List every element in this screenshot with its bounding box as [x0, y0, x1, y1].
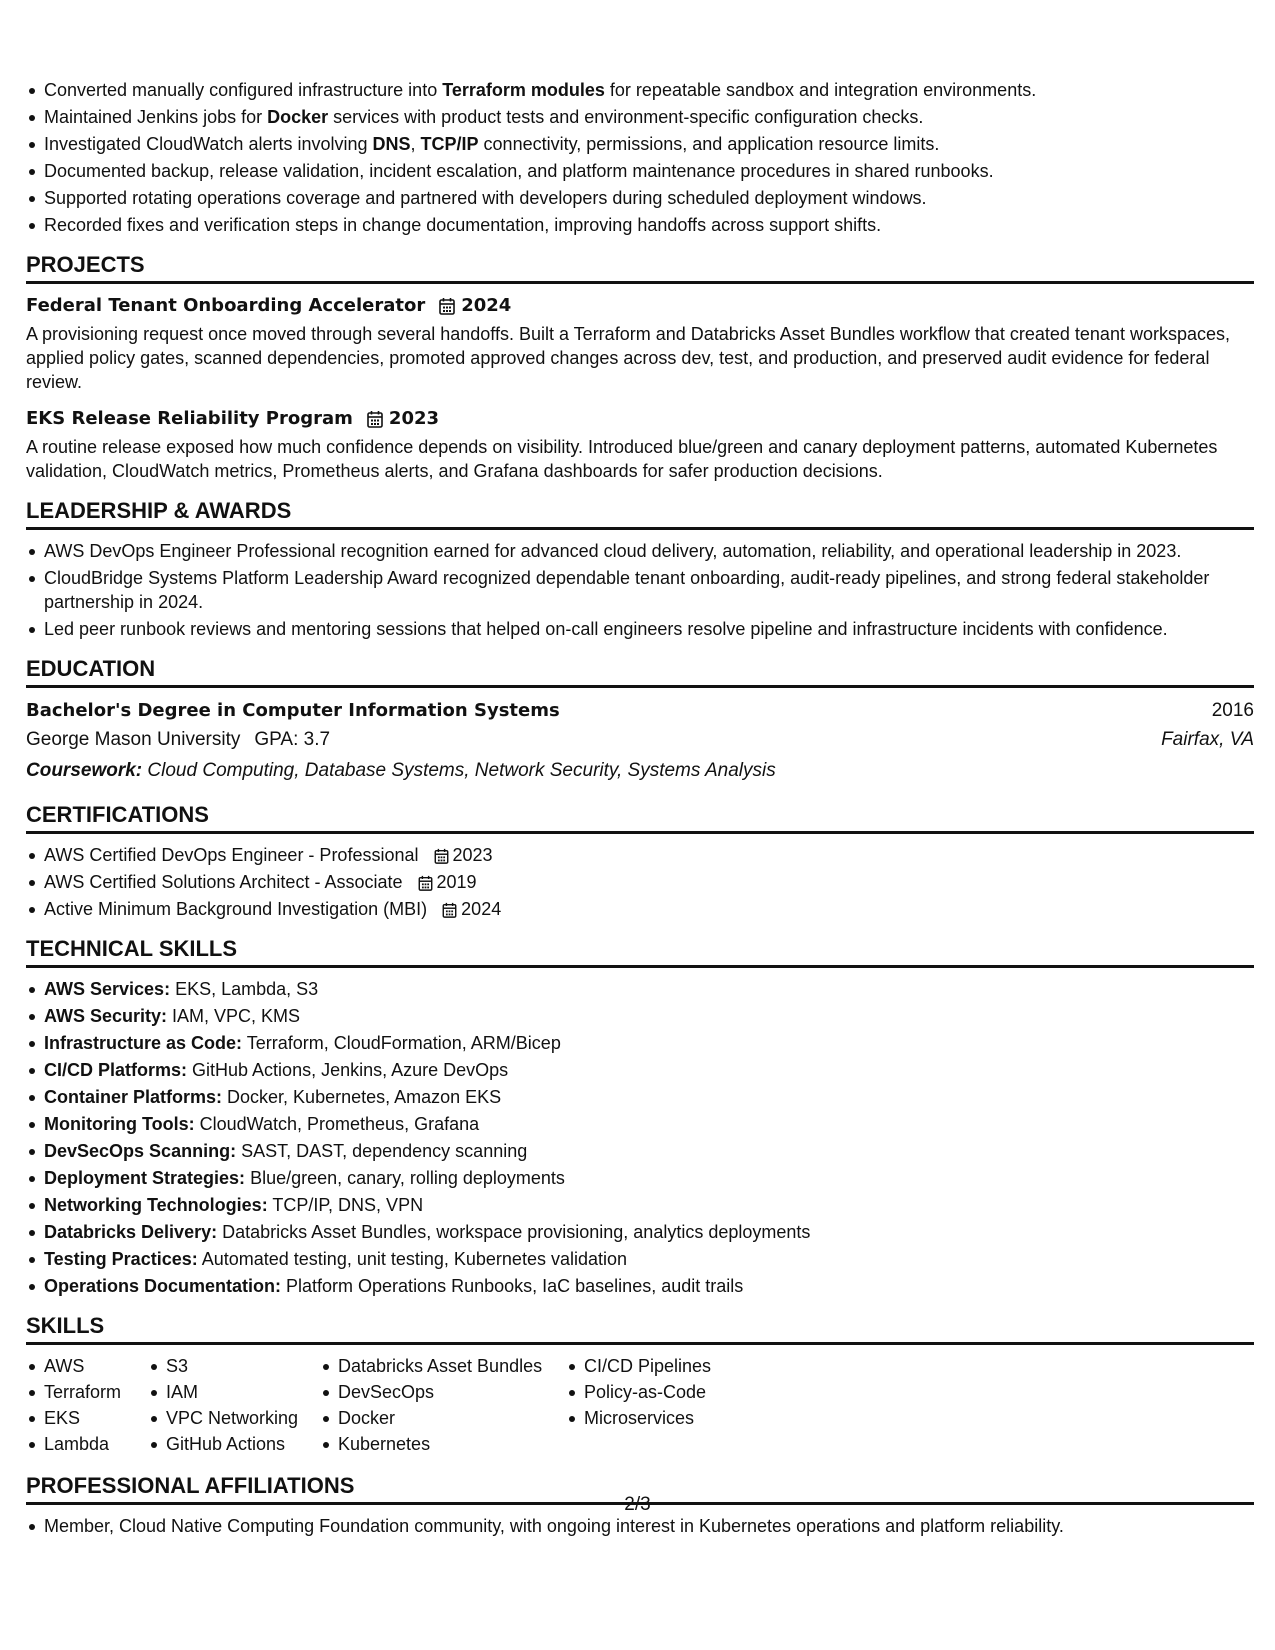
certification-name: AWS Certified Solutions Architect - Associate: [44, 872, 403, 892]
certification-year: 2023: [452, 845, 493, 865]
list-item: CloudBridge Systems Platform Leadership Award recognized dependable tenant onboarding, audit-ready pipelines, and strong federal stakeholder partnership in 2024.: [26, 566, 1254, 614]
skill-item: AWS: [26, 1354, 148, 1378]
section-title-technical-skills: TECHNICAL SKILLS: [26, 935, 1254, 968]
coursework-list: Cloud Computing, Database Systems, Network Security, Systems Analysis: [142, 760, 776, 781]
education-section: [26, 655, 1254, 787]
technical-skill-item: AWS Services: EKS, Lambda, S3: [26, 977, 1254, 1001]
leadership-section: [26, 497, 1254, 641]
list-item: Member, Cloud Native Computing Foundation community, with ongoing interest in Kubernetes operations and platform reliability.: [26, 1514, 1254, 1538]
section-title-skills: SKILLS: [26, 1312, 1254, 1345]
technical-skills-list: [26, 977, 1254, 1298]
education-degree: Bachelor's Degree in Computer Information Systems: [26, 700, 560, 721]
technical-skill-item: Infrastructure as Code: Terraform, CloudFormation, ARM/Bicep: [26, 1031, 1254, 1055]
experience-bullet: Maintained Jenkins jobs for Docker services with product tests and environment-specific configuration checks.: [26, 105, 1254, 129]
affiliations-list: [26, 1514, 1254, 1538]
technical-skill-item: AWS Security: IAM, VPC, KMS: [26, 1004, 1254, 1028]
skill-item: Microservices: [566, 1406, 766, 1430]
certification-name: Active Minimum Background Investigation (MBI): [44, 899, 428, 919]
education-location: Fairfax, VA: [1161, 729, 1254, 750]
project-header: [26, 406, 1254, 432]
education-coursework: [26, 755, 1254, 787]
certification-item: [26, 870, 1254, 894]
section-title-projects: PROJECTS: [26, 251, 1254, 284]
skills-section: [26, 1312, 1254, 1458]
skill-item: IAM: [148, 1380, 320, 1404]
calendar-icon: [434, 848, 449, 864]
calendar-icon: [439, 297, 455, 315]
certification-item: [26, 897, 1254, 921]
technical-skills-section: [26, 935, 1254, 1298]
technical-skill-item: Networking Technologies: TCP/IP, DNS, VPN: [26, 1193, 1254, 1217]
skill-item: Docker: [320, 1406, 566, 1430]
skill-item: Kubernetes: [320, 1432, 566, 1456]
experience-bullet: Investigated CloudWatch alerts involving DNS, TCP/IP connectivity, permissions, and application resource limits.: [26, 132, 1254, 156]
list-item: AWS DevOps Engineer Professional recognition earned for advanced cloud delivery, automation, reliability, and operational leadership in 2023.: [26, 539, 1254, 563]
technical-skill-item: Operations Documentation: Platform Operations Runbooks, IaC baselines, audit trails: [26, 1274, 1254, 1298]
skill-item: CI/CD Pipelines: [566, 1354, 766, 1378]
technical-skill-item: Testing Practices: Automated testing, unit testing, Kubernetes validation: [26, 1247, 1254, 1271]
section-title-leadership: LEADERSHIP & AWARDS: [26, 497, 1254, 530]
calendar-icon: [367, 410, 383, 428]
leadership-list: [26, 539, 1254, 641]
skill-item: Terraform: [26, 1380, 148, 1404]
project-name: Federal Tenant Onboarding Accelerator: [26, 295, 426, 316]
certifications-section: [26, 801, 1254, 921]
section-title-certifications: CERTIFICATIONS: [26, 801, 1254, 834]
skill-item: Policy-as-Code: [566, 1380, 766, 1404]
project-year: 2023: [388, 408, 440, 429]
technical-skill-item: Deployment Strategies: Blue/green, canary, rolling deployments: [26, 1166, 1254, 1190]
technical-skill-item: Databricks Delivery: Databricks Asset Bundles, workspace provisioning, analytics deployments: [26, 1220, 1254, 1244]
project-description: A routine release exposed how much confidence depends on visibility. Introduced blue/green and canary deployment patterns, automated Kubernetes validation, CloudWatch metrics, Prometheus alerts, and Grafana dashboards for safer production decisions.: [26, 437, 1218, 481]
education-school-row: [26, 725, 1254, 755]
certification-item: [26, 843, 1254, 867]
experience-bullet: Recorded fixes and verification steps in change documentation, improving handoffs across support shifts.: [26, 213, 1254, 237]
education-school-line: [26, 725, 330, 755]
skill-item: Lambda: [26, 1432, 148, 1456]
project-item: [26, 406, 1254, 483]
resume-page: [26, 78, 1254, 1541]
certification-year: 2019: [436, 872, 477, 892]
calendar-icon: [418, 875, 433, 891]
education-year: 2016: [1211, 700, 1254, 721]
certification-name: AWS Certified DevOps Engineer - Professional: [44, 845, 419, 865]
technical-skill-item: Container Platforms: Docker, Kubernetes, Amazon EKS: [26, 1085, 1254, 1109]
project-description: A provisioning request once moved through several handoffs. Built a Terraform and Databricks Asset Bundles workflow that created tenant workspaces, applied policy gates, scanned dependencies, promoted approved changes across dev, test, and production, and preserved audit evidence for federal review.: [26, 324, 1230, 392]
certification-year: 2024: [461, 899, 502, 919]
skills-column: [26, 1354, 148, 1458]
skills-column: [320, 1354, 566, 1458]
skill-item: EKS: [26, 1406, 148, 1430]
skills-grid: [26, 1354, 1254, 1458]
skills-column: [566, 1354, 766, 1458]
skill-item: DevSecOps: [320, 1380, 566, 1404]
skill-item: S3: [148, 1354, 320, 1378]
project-name: EKS Release Reliability Program: [26, 408, 353, 429]
skill-item: Databricks Asset Bundles: [320, 1354, 566, 1378]
section-title-affiliations: PROFESSIONAL AFFILIATIONS: [26, 1472, 1254, 1505]
section-title-education: EDUCATION: [26, 655, 1254, 688]
education-school: George Mason University: [26, 729, 241, 750]
education-degree-row: [26, 697, 1254, 725]
project-header: [26, 293, 1254, 319]
project-item: [26, 293, 1254, 394]
skill-item: GitHub Actions: [148, 1432, 320, 1456]
skill-item: VPC Networking: [148, 1406, 320, 1430]
project-year: 2024: [461, 295, 512, 316]
certifications-list: [26, 843, 1254, 921]
list-item: Led peer runbook reviews and mentoring sessions that helped on-call engineers resolve pipeline and infrastructure incidents with confidence.: [26, 617, 1254, 641]
experience-bullets: [26, 78, 1254, 237]
experience-bullet: Documented backup, release validation, incident escalation, and platform maintenance procedures in shared runbooks.: [26, 159, 1254, 183]
technical-skill-item: Monitoring Tools: CloudWatch, Prometheus, Grafana: [26, 1112, 1254, 1136]
skills-column: [148, 1354, 320, 1458]
technical-skill-item: CI/CD Platforms: GitHub Actions, Jenkins, Azure DevOps: [26, 1058, 1254, 1082]
technical-skill-item: DevSecOps Scanning: SAST, DAST, dependency scanning: [26, 1139, 1254, 1163]
projects-section: [26, 251, 1254, 483]
experience-bullet: Converted manually configured infrastructure into Terraform modules for repeatable sandbox and integration environments.: [26, 78, 1254, 102]
education-gpa: GPA: 3.7: [254, 729, 331, 750]
experience-bullet: Supported rotating operations coverage and partnered with developers during scheduled deployment windows.: [26, 186, 1254, 210]
coursework-label: Coursework:: [26, 760, 143, 781]
calendar-icon: [442, 902, 457, 918]
page-number: 2/3: [624, 1494, 651, 1515]
